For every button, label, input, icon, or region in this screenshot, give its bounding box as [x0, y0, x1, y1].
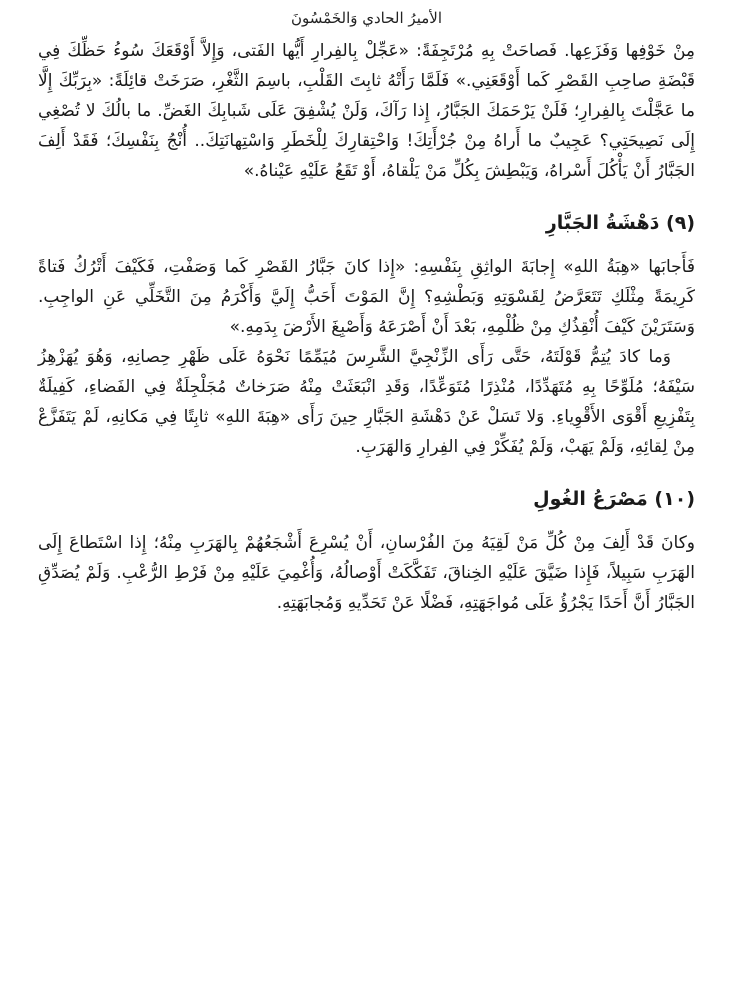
- page-body: [38, 36, 695, 618]
- paragraph-reply: فَأَجابَها «هِبَةُ اللهِ» إِجابَةَ الواثِقِ بِنَفْسِهِ: «إِذا كانَ جَبَّارُ القَصْرِ كَما وَصَفْتِ، فَكَيْفَ أَتْرُكُ فَتاةً كَرِيمَةً مِثْلَكِ تَتَعَرَّضُ لِقَسْوَتِهِ وَبَطْشِهِ؟ إِنَّ المَوْتَ أَحَبُّ إِلَيَّ وَأَكْرَمُ مِنَ التَّخَلِّي عَنِ الواجِبِ. وَسَتَرَيْنَ كَيْفَ أُنْقِذُكِ مِنْ ظُلْمِهِ، بَعْدَ أَنْ أَصْرَعَهُ وَأَصْبِغَ الأَرْضَ بِدَمِهِ.»: [38, 257, 695, 337]
- section-heading-9: (٩) دَهْشَةُ الجَبَّارِ: [545, 212, 695, 234]
- section-heading-10: (١٠) مَصْرَعُ الغُولِ: [533, 488, 695, 510]
- paragraph-giant-habit: وكانَ قَدْ أَلِفَ مِنْ كُلِّ مَنْ لَقِيَهُ مِنَ الفُرْسانِ، أَنْ يُسْرِعَ أَشْجَعُهُمْ بِالهَرَبِ مِنْهُ؛ إِذا اسْتَطاعَ إِلَى الهَرَبِ سَبِيلاً، فَإِذا ضَيَّقَ عَلَيْهِ الخِناقَ، تَفَكَّكَتْ أَوْصالُهُ، وَأُغْمِيَ عَلَيْهِ مِنْ فَرْطِ الرُّعْبِ. وَلَمْ يُصَدِّقِ الجَبَّارُ أَنَّ أَحَدًا يَجْرُؤُ عَلَى مُواجَهَتِهِ، فَضْلًا عَنْ تَحَدِّيهِ وَمُجابَهَتِهِ.: [38, 533, 695, 613]
- running-title: الأميرُ الحادي وَالخَمْسُونَ: [291, 9, 442, 27]
- paragraph-continuation: مِنْ خَوْفِها وَفَزَعِها. فَصاحَتْ بِهِ مُرْتَجِفَةً: «عَجِّلْ بِالفِرارِ أَيُّها الفَتى، وَإِلاَّ أَوْقَعَكَ سُوءُ حَظِّكَ فِي قَبْضَةِ صاحِبِ القَصْرِ كَما أَوْقَعَنِي.» فَلَمَّا رَأَتْهُ ثابِتَ القَلْبِ، باسِمَ الثَّغْرِ، صَرَخَتْ قائِلَةً: «بِرَبِّكَ إِلَّا ما عَجَّلْتَ بِالفِرارِ؛ فَلَنْ يَرْحَمَكَ الجَبَّارُ، إِذا رَآكَ، وَلَنْ يُشْفِقَ عَلَى شَبابِكَ الغَضِّ. ما بالُكَ لا تُصْغِي إِلَى نَصِيحَتِي؟ عَجِيبٌ ما أَراهُ مِنْ جُرْأَتِكَ! وَاحْتِقارِكَ لِلْخَطَرِ وَاسْتِهانَتِكَ.. أُنْجُ بِنَفْسِكَ؛ فَقَدْ أَلِفَ الجَبَّارُ أَنْ يَأْكُلَ أَسْراهُ، وَيَبْطِشَ بِكُلِّ مَنْ يَلْقاهُ، أَوْ تَقَعُ عَلَيْهِ عَيْناهُ.»: [38, 41, 695, 181]
- paragraph-giant-approach: وَما كادَ يُتِمُّ قَوْلَتَهُ، حَتَّى رَأَى الزِّنْجِيَّ الشَّرِسَ مُيَمِّمًا نَحْوَهُ عَلَى ظَهْرِ حِصانِهِ، وَهُوَ يُهَزْهِزُ سَيْفَهُ؛ مُلَوِّحًا بِهِ مُتَهَدِّدًا، مُنْذِرًا مُتَوَعِّدًا، وَقَدِ انْبَعَثَتْ مِنْهُ صَرَخاتٌ مُجَلْجِلَةٌ فِي الفَضاءِ، كَفِيلَةٌ بِتَفْزِيعِ أَقْوَى الأَقْوِياءِ. وَلا تَسَلْ عَنْ دَهْشَةِ الجَبَّارِ حِينَ رَأَى «هِبَةَ اللهِ» ثابِتًا فِي مَكانِهِ، لَمْ يَتَفَزَّعْ مِنْ لِقائِهِ، وَلَمْ يَهَبْ، وَلَمْ يُفَكِّرْ فِي الفِرارِ وَالهَرَبِ.: [38, 347, 695, 457]
